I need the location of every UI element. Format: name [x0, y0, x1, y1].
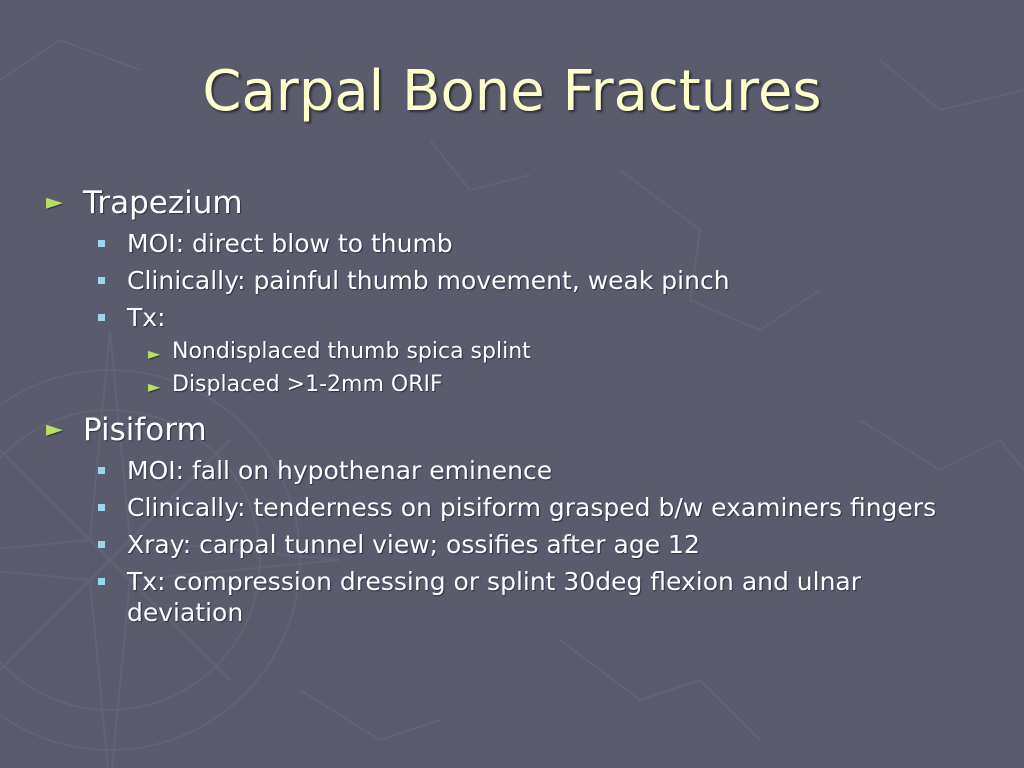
list-item-text: MOI: direct blow to thumb: [127, 229, 453, 258]
sub-list-item-text: Nondisplaced thumb spica splint: [172, 339, 531, 364]
square-bullet-icon: [98, 541, 105, 548]
arrow-bullet-icon: ►: [148, 344, 161, 363]
list-item: [44, 302, 984, 333]
list-item: [44, 566, 984, 628]
arrow-bullet-icon: ►: [46, 190, 63, 215]
list-item: [44, 529, 984, 560]
list-item-text: Tx: compression dressing or splint 30deg flexion and ulnar deviation: [127, 567, 862, 627]
section-heading-label: Pisiform: [83, 412, 207, 448]
list-item: [44, 455, 984, 486]
list-item: [44, 265, 984, 296]
square-bullet-icon: [98, 240, 105, 247]
list-item-text: Clinically: painful thumb movement, weak pinch: [127, 266, 730, 295]
list-item-text: Tx:: [127, 303, 166, 332]
section-heading-pisiform: [44, 411, 984, 449]
sub-list-item: [44, 338, 984, 366]
sub-list-item: [44, 371, 984, 399]
list-item-text: Clinically: tenderness on pisiform grasped b/w examiners fingers: [127, 493, 937, 522]
square-bullet-icon: [98, 578, 105, 585]
slide-title: Carpal Bone Fractures: [202, 59, 822, 124]
arrow-bullet-icon: ►: [46, 417, 63, 442]
section-heading-trapezium: [44, 184, 984, 222]
bullet-list: [44, 184, 984, 628]
arrow-bullet-icon: ►: [148, 377, 161, 396]
section-heading-label: Trapezium: [83, 185, 243, 221]
list-item: [44, 228, 984, 259]
sub-list-item-text: Displaced >1-2mm ORIF: [172, 372, 443, 397]
square-bullet-icon: [98, 504, 105, 511]
square-bullet-icon: [98, 467, 105, 474]
list-item-text: MOI: fall on hypothenar eminence: [127, 456, 553, 485]
list-item-text: Xray: carpal tunnel view; ossifies after age 12: [127, 530, 700, 559]
square-bullet-icon: [98, 277, 105, 284]
list-item: [44, 492, 984, 523]
square-bullet-icon: [98, 314, 105, 321]
